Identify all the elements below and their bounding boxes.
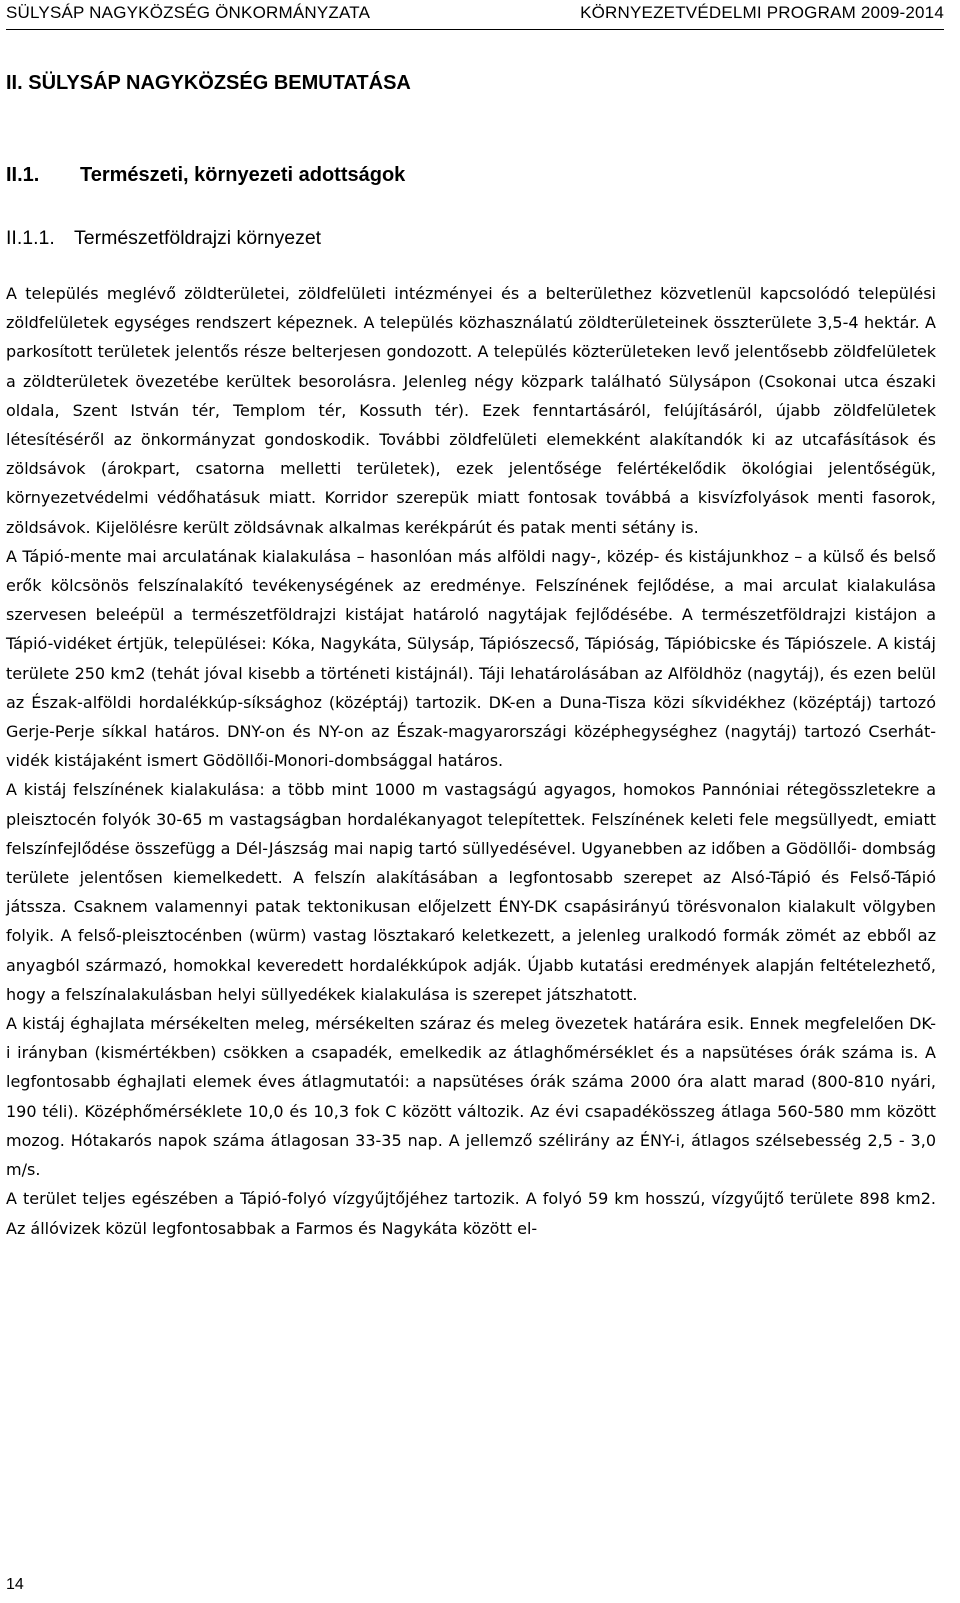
paragraph-green-areas: A település meglévő zöldterületei, zöldfelületi intézményei és a belterülethez közvetlenül kapcsolódó települési zöldfelületek egységes rendszert képeznek. A település közhasználatú zöldterületeinek összterülete 3,5-4 hektár. A parkosított területek jelentős része belterjesen gondozott. A település közterületeken levő jelentősebb zöldfelületek a zöldterületek övezetébe kerültek besorolásra. Jelenleg négy közpark található Sülysápon (Csokonai utca északi oldala, Szent István tér, Templom tér, Kossuth tér). Ezek fenntartásáról, felújításáról, újabb zöldfelületek létesítéséről az önkormányzat gondoskodik. További zöldfelületi elemekként alakítandók ki az utcafásítások és zöldsávok (árokpart, csatorna melletti területek), ezek jelentősége felértékelődik ökológiai jelentőségük, környezetvédelmi védőhatásuk miatt. Korridor szerepük miatt fontosak továbbá a kisvízfolyások menti fasorok, zöldsávok. Kijelölésre került zöldsávnak alkalmas kerékpárút és patak menti sétány is. [6,284,936,537]
paragraph-climate: A kistáj éghajlata mérsékelten meleg, mérsékelten száraz és meleg övezetek határára esik. Ennek megfelelően DK-i irányban (kismértékben) csökken a csapadék, emelkedik az átlaghőmérséklet és a napsütéses órák száma is. A legfontosabb éghajlati elemek éves átlagmutatói: a napsütéses órák száma 2000 óra alatt marad (800-810 nyári, 190 téli). Középhőmérséklete 10,0 és 10,3 fok C között változik. Az évi csapadékösszeg átlaga 560-580 mm között mozog. Hótakarós napok száma átlagosan 33-35 nap. A jellemző szélirány az ÉNY-i, átlagos szélsebesség 2,5 - 3,0 m/s. [6,1014,936,1180]
chapter-heading: II. SÜLYSÁP NAGYKÖZSÉG BEMUTATÁSA [6,72,411,94]
body-text [6,279,936,1243]
subsection-title: Természetföldrajzi környezet [74,227,322,249]
section-title: Természeti, környezeti adottságok [80,164,406,186]
paragraph-waters: A terület teljes egészében a Tápió-folyó vízgyűjtőjéhez tartozik. A folyó 59 km hosszú, vízgyűjtő területe 898 km2. Az állóvizek közül legfontosabbak a Farmos és Nagykáta között el- [6,1189,936,1238]
header-right: KÖRNYEZETVÉDELMI PROGRAM 2009-2014 [580,3,944,22]
section-heading [6,164,405,187]
section-number: II.1. [6,164,40,186]
paragraph-surface-formation: A kistáj felszínének kialakulása: a több mint 1000 m vastagságú agyagos, homokos Pannóniai rétegösszletekre a pleisztocén folyók 30-65 m vastagságban hordalékanyagot telepítettek. Felszínének keleti fele megsüllyedt, emiatt felszínfejlődése összefügg a Dél-Jászság mai napig tartó süllyedésével. Ugyanebben az időben a Gödöllői- dombság területe jelentősen kiemelkedett. A felszín alakításában a legfontosabb szerepet az Alsó-Tápió és Felső-Tápió játssza. Csaknem valamennyi patak tektonikusan előjelzett ÉNY-DK csapásirányú törésvonalon kialakult völgyben folyik. A felső-pleisztocénben (würm) vastag lösztakaró keletkezett, a jelenleg uralkodó formák zömét az ebből az anyagból származó, homokkal keveredett hordalékkúpok adják. Újabb kutatási eredmények alapján feltételezhető, hogy a felszínalakulásban helyi süllyedékek kialakulása is szerepet játszhatott. [6,780,936,1004]
header-left: SÜLYSÁP NAGYKÖZSÉG ÖNKORMÁNYZATA [6,3,371,22]
page-number: 14 [6,1576,24,1593]
running-header [6,0,944,30]
subsection-heading [6,227,321,250]
paragraph-tapio-region: A Tápió-mente mai arculatának kialakulása – hasonlóan más alföldi nagy-, közép- és kistájunkhoz – a külső és belső erők kölcsönös felszínalakító tevékenységének az eredménye. Felszínének fejlődése, a mai arculat kialakulása szervesen beleépül a természetföldrajzi kistájat határoló nagytájak fejlődésébe. A természetföldrajzi kistájon a Tápió-vidéket értjük, települései: Kóka, Nagykáta, Sülysáp, Tápiószecső, Tápióság, Tápióbicske és Tápiószele. A kistáj területe 250 km2 (tehát jóval kisebb a történeti kistájnál). Táji lehatárolásában az Alföldhöz (nagytáj), és ezen belül az Észak-alföldi hordalékkúp-síksághoz (középtáj) tartozik. DK-en a Duna-Tisza közi síkvidékhez (középtáj) tartozó Gerje-Perje síkkal határos. DNY-on és NY-on az Észak-magyarországi középhegységhez (nagytáj) tartozó Cserhát-vidék kistájaként ismert Gödöllői-Monori-dombsággal határos. [6,546,936,771]
subsection-number: II.1.1. [6,227,55,249]
